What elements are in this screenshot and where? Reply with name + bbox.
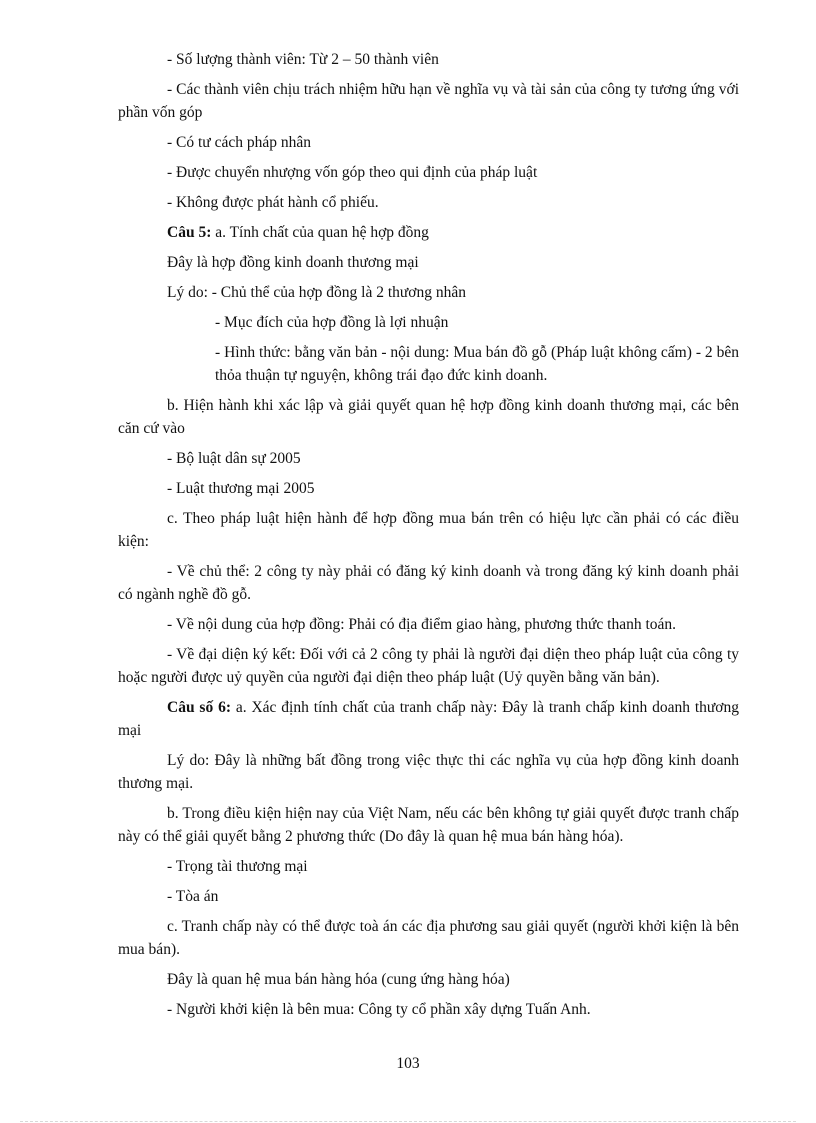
paragraph: - Các thành viên chịu trách nhiệm hữu hạn về nghĩa vụ và tài sản của công ty tương ứng với phần vốn góp	[118, 81, 739, 121]
paragraph: - Về đại diện ký kết: Đối với cả 2 công ty phải là người đại diện theo pháp luật của công ty hoặc người được uỷ quyền của người đại diện theo pháp luật (Uỷ quyền bằng văn bản).	[118, 646, 739, 686]
document-body	[118, 48, 739, 1028]
paragraph: - Trọng tài thương mại	[167, 858, 308, 875]
paragraph: - Bộ luật dân sự 2005	[167, 450, 301, 467]
paragraph: - Số lượng thành viên: Từ 2 – 50 thành viên	[167, 51, 439, 68]
paragraph: - Người khởi kiện là bên mua: Công ty cổ phần xây dựng Tuấn Anh.	[167, 1001, 591, 1018]
cau-6-heading	[118, 696, 739, 742]
paragraph: b. Hiện hành khi xác lập và giải quyết quan hệ hợp đồng kinh doanh thương mại, các bên căn cứ vào	[118, 397, 739, 437]
paragraph: - Có tư cách pháp nhân	[167, 134, 311, 151]
footer-divider	[20, 1121, 796, 1122]
paragraph: - Hình thức: bằng văn bản - nội dung: Mua bán đồ gỗ (Pháp luật không cấm) - 2 bên thỏa thuận tự nguyện, không trái đạo đức kinh doanh.	[215, 344, 739, 384]
paragraph: Lý do: - Chủ thể của hợp đồng là 2 thương nhân	[167, 284, 467, 301]
paragraph: c. Theo pháp luật hiện hành để hợp đồng mua bán trên có hiệu lực cần phải có các điều kiện:	[118, 510, 739, 550]
paragraph: - Về nội dung của hợp đồng: Phải có địa điểm giao hàng, phương thức thanh toán.	[167, 616, 677, 633]
cau-6-label: Câu số 6:	[167, 699, 231, 716]
cau-5-label: Câu 5:	[167, 224, 212, 241]
paragraph: Đây là hợp đồng kinh doanh thương mại	[167, 254, 419, 271]
paragraph: Lý do: Đây là những bất đồng trong việc thực thi các nghĩa vụ của hợp đồng kinh doanh thương mại.	[118, 752, 739, 792]
paragraph: - Không được phát hành cổ phiếu.	[167, 194, 379, 211]
paragraph: - Được chuyển nhượng vốn góp theo qui định của pháp luật	[167, 164, 538, 181]
paragraph: Đây là quan hệ mua bán hàng hóa (cung ứng hàng hóa)	[167, 971, 510, 988]
paragraph: - Mục đích của hợp đồng là lợi nhuận	[215, 314, 449, 331]
paragraph: b. Trong điều kiện hiện nay của Việt Nam, nếu các bên không tự giải quyết được tranh chấp này có thể giải quyết bằng 2 phương thức (Do đây là quan hệ mua bán hàng hóa).	[118, 805, 739, 845]
paragraph: c. Tranh chấp này có thể được toà án các địa phương sau giải quyết (người khởi kiện là bên mua bán).	[118, 918, 739, 958]
paragraph: - Luật thương mại 2005	[167, 480, 315, 497]
cau-5-heading-text: a. Tính chất của quan hệ hợp đồng	[211, 224, 429, 241]
paragraph: - Tòa án	[167, 888, 219, 905]
paragraph: - Về chủ thể: 2 công ty này phải có đăng ký kinh doanh và trong đăng ký kinh doanh phải có ngành nghề đồ gỗ.	[118, 563, 739, 603]
cau-5-heading	[118, 221, 739, 244]
page-number: 103	[396, 1055, 420, 1072]
cau-6-heading-text: a. Xác định tính chất của tranh chấp này: Đây là tranh chấp kinh doanh thương mại	[118, 699, 739, 739]
